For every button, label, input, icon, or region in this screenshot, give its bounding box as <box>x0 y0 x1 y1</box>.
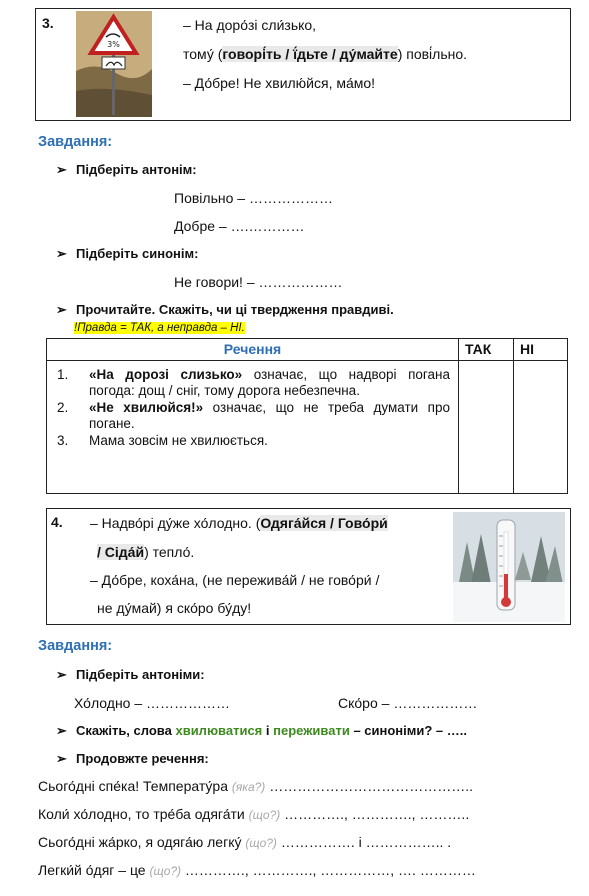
synonym-instruction: ➢ Підберіть синонім: <box>56 246 199 261</box>
antonym-item-2: Добре – ….………… <box>174 218 305 234</box>
card3-line-3: – До́бре! Не хвилю́йся, ма́мо! <box>183 75 376 91</box>
synonyms-question: ➢ Скажіть, слова хвилюватися і переживати – синоніми? – ….. <box>56 723 467 738</box>
task-heading-2: Завдання: <box>38 638 113 654</box>
truefalse-instruction: ➢ Прочитайте. Скажіть, чи ці твердження правдиві. <box>56 302 394 317</box>
word-highlight: хвилюватися <box>175 723 263 738</box>
arrow-bullet-icon: ➢ <box>56 751 67 766</box>
card-number: 3. <box>42 15 54 31</box>
table-row: 1. «На дорозі слизько» означає, що надворі погана погода: дощ / сніг, тому дорога небезпечна. <box>57 367 450 398</box>
thermometer-image <box>453 512 565 622</box>
continue-line-1: Сього́дні спе́ка! Температу́ра (яка?) …………………………………….. <box>38 778 473 794</box>
antonyms-instruction: ➢ Підберіть антоніми: <box>56 667 205 682</box>
antonyms-left: Хо́лодно – ……………… <box>74 695 231 711</box>
card4-line-3: – До́бре, коха́на, (не пережива́й / не гово́ри́ / <box>90 572 380 588</box>
table-row: 3. Мама зовсім не хвилюється. <box>57 433 268 448</box>
hint: (що?) <box>149 864 182 878</box>
card3-line-2: тому́ (говорі́ть / ї́дьте / ду́майте) пові́льно. <box>183 46 468 62</box>
card4-line-2: / Сіда́й) тепло́. <box>97 544 195 560</box>
dialog-card-3 <box>35 8 571 121</box>
continue-line-3: Сього́дні жа́рко, я одяга́ю легку́ (що?) ……………. і …………….. . <box>38 834 452 850</box>
card4-line-4: не ду́май) я ско́ро бу́ду! <box>97 600 252 616</box>
antonyms-right: Ско́ро – ……………… <box>338 695 478 711</box>
col-header-no: НІ <box>514 339 568 361</box>
arrow-bullet-icon: ➢ <box>56 302 67 317</box>
yes-answer-cell[interactable] <box>459 361 514 494</box>
word-highlight: переживати <box>273 723 350 738</box>
hint: (що?) <box>245 836 277 850</box>
no-answer-cell[interactable] <box>514 361 568 494</box>
arrow-bullet-icon: ➢ <box>56 162 67 177</box>
truefalse-note: !Правда = ТАК, а неправда – НІ. <box>74 322 245 334</box>
card4-line-1: – Надво́рі ду́же хо́лодно. (Одяга́йся / Гово́ри́ <box>90 515 388 531</box>
truefalse-table <box>46 338 568 494</box>
arrow-bullet-icon: ➢ <box>56 723 67 738</box>
sign-label: 3% <box>107 40 120 49</box>
continue-line-2: Коли́ хо́лодно, то тре́ба одяга́ти (що?) …………., …………., ……….. <box>38 806 470 822</box>
card-number: 4. <box>51 514 63 530</box>
choice-options: Одяга́йся / Гово́ри́ <box>260 515 388 531</box>
choice-options: / Сіда́й <box>97 544 145 560</box>
continue-line-4: Легки́й о́дяг – це (що?) …………., …………., ……………, …. ………… <box>38 862 476 878</box>
synonym-item-1: Не говори! – ……………… <box>174 274 343 290</box>
dialog-card-4 <box>46 508 571 625</box>
table-row: 2. «Не хвилюйся!» означає, що не треба думати про погане. <box>57 400 450 431</box>
statements-cell <box>47 361 459 494</box>
hint: (що?) <box>248 808 281 822</box>
arrow-bullet-icon: ➢ <box>56 667 67 682</box>
card3-line-1: – На доро́зі сли́зько, <box>183 17 317 33</box>
continue-instruction: ➢ Продовжте речення: <box>56 751 209 766</box>
antonym-item-1: Повільно – ……………… <box>174 190 333 206</box>
task-heading-1: Завдання: <box>38 134 113 150</box>
col-header-sentence: Речення <box>47 339 459 361</box>
road-sign-image <box>76 11 152 117</box>
col-header-yes: ТАК <box>459 339 514 361</box>
antonym-instruction: ➢ Підберіть антонім: <box>56 162 197 177</box>
arrow-bullet-icon: ➢ <box>56 246 67 261</box>
choice-options: говорі́ть / ї́дьте / ду́майте <box>222 46 398 62</box>
hint: (яка?) <box>231 780 266 794</box>
